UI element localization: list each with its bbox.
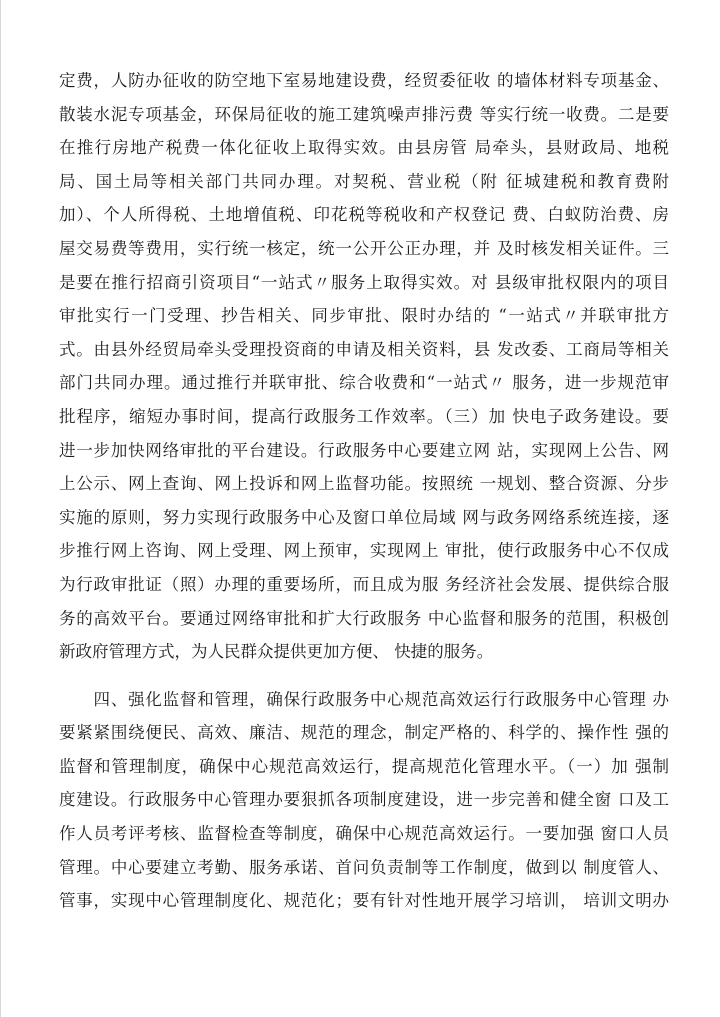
text-line: 管理。中心要建立考勤、服务承诺、首问负责制等工作制度，做到以 制度管人、 [59,857,669,877]
paragraph-gap [59,669,669,683]
text-line: 务的高效平台。要通过网络审批和扩大行政服务 中心监督和服务的范围，积极创 [59,608,669,628]
text-line: 在推行房地产税费一体化征收上取得实效。由县房管 局牵头，县财政局、地税 [59,138,669,158]
text-line: 四、强化监督和管理，确保行政服务中心规范高效运行行政服务中心管理 办 [59,689,669,709]
text-line: 实施的原则，努力实现行政服务中心及窗口单位局域 网与政务网络系统连接，逐 [59,507,669,527]
paragraph-2 [59,683,669,918]
paragraph-1 [59,64,669,669]
document-body [59,64,669,918]
text-line: 监督和管理制度，确保中心规范高效运行，提高规范化管理水平。（一）加 强制 [59,756,669,776]
text-line: 新政府管理方式，为人民群众提供更加方便、 快捷的服务。 [59,642,494,662]
text-line: 审批实行一门受理、抄告相关、同步审批、限时办结的 “一站式〃并联审批方 [59,306,669,326]
text-line: 进一步加快网络审批的平台建设。行政服务中心要建立网 站，实现网上公告、网 [59,440,669,460]
text-line: 屋交易费等费用，实行统一核定，统一公开公正办理，并 及时核发相关证件。三 [59,238,669,258]
text-line: 部门共同办理。通过推行并联审批、综合收费和“一站式〃 服务，进一步规范审 [59,373,669,393]
text-line: 为行政审批证（照）办理的重要场所，而且成为服 务经济社会发展、提供综合服 [59,574,669,594]
text-line: 加）、个人所得税、土地增值税、印花税等税收和产权登记 费、白蚁防治费、房 [59,205,669,225]
text-line: 度建设。行政服务中心管理办要狠抓各项制度建设，进一步完善和健全窗 口及工 [59,790,669,810]
text-line: 步推行网上咨询、网上受理、网上预审，实现网上 审批，使行政服务中心不仅成 [59,541,669,561]
text-line: 局、国土局等相关部门共同办理。对契税、营业税（附 征城建税和教育费附 [59,171,669,191]
text-line: 作人员考评考核、监督检查等制度，确保中心规范高效运行。一要加强 窗口人员 [59,824,669,844]
text-line: 式。由县外经贸局牵头受理投资商的申请及相关资料，县 发改委、工商局等相关 [59,339,669,359]
text-line: 管事，实现中心管理制度化、规范化；要有针对性地开展学习培训， 培训文明办 [59,891,669,911]
text-line: 是要在推行招商引资项目“一站式〃服务上取得实效。对 县级审批权限内的项目 [59,272,669,292]
text-line: 要紧紧围绕便民、高效、廉洁、规范的理念，制定严格的、科学的、操作性 强的 [59,723,669,743]
text-line: 上公示、网上查询、网上投诉和网上监督功能。按照统 一规划、整合资源、分步 [59,474,669,494]
text-line: 散装水泥专项基金，环保局征收的施工建筑噪声排污费 等实行统一收费。二是要 [59,104,669,124]
text-line: 批程序，缩短办事时间，提高行政服务工作效率。（三）加 快电子政务建设。要 [59,406,669,426]
text-line: 定费，人防办征收的防空地下室易地建设费，经贸委征收 的墙体材料专项基金、 [59,71,669,90]
